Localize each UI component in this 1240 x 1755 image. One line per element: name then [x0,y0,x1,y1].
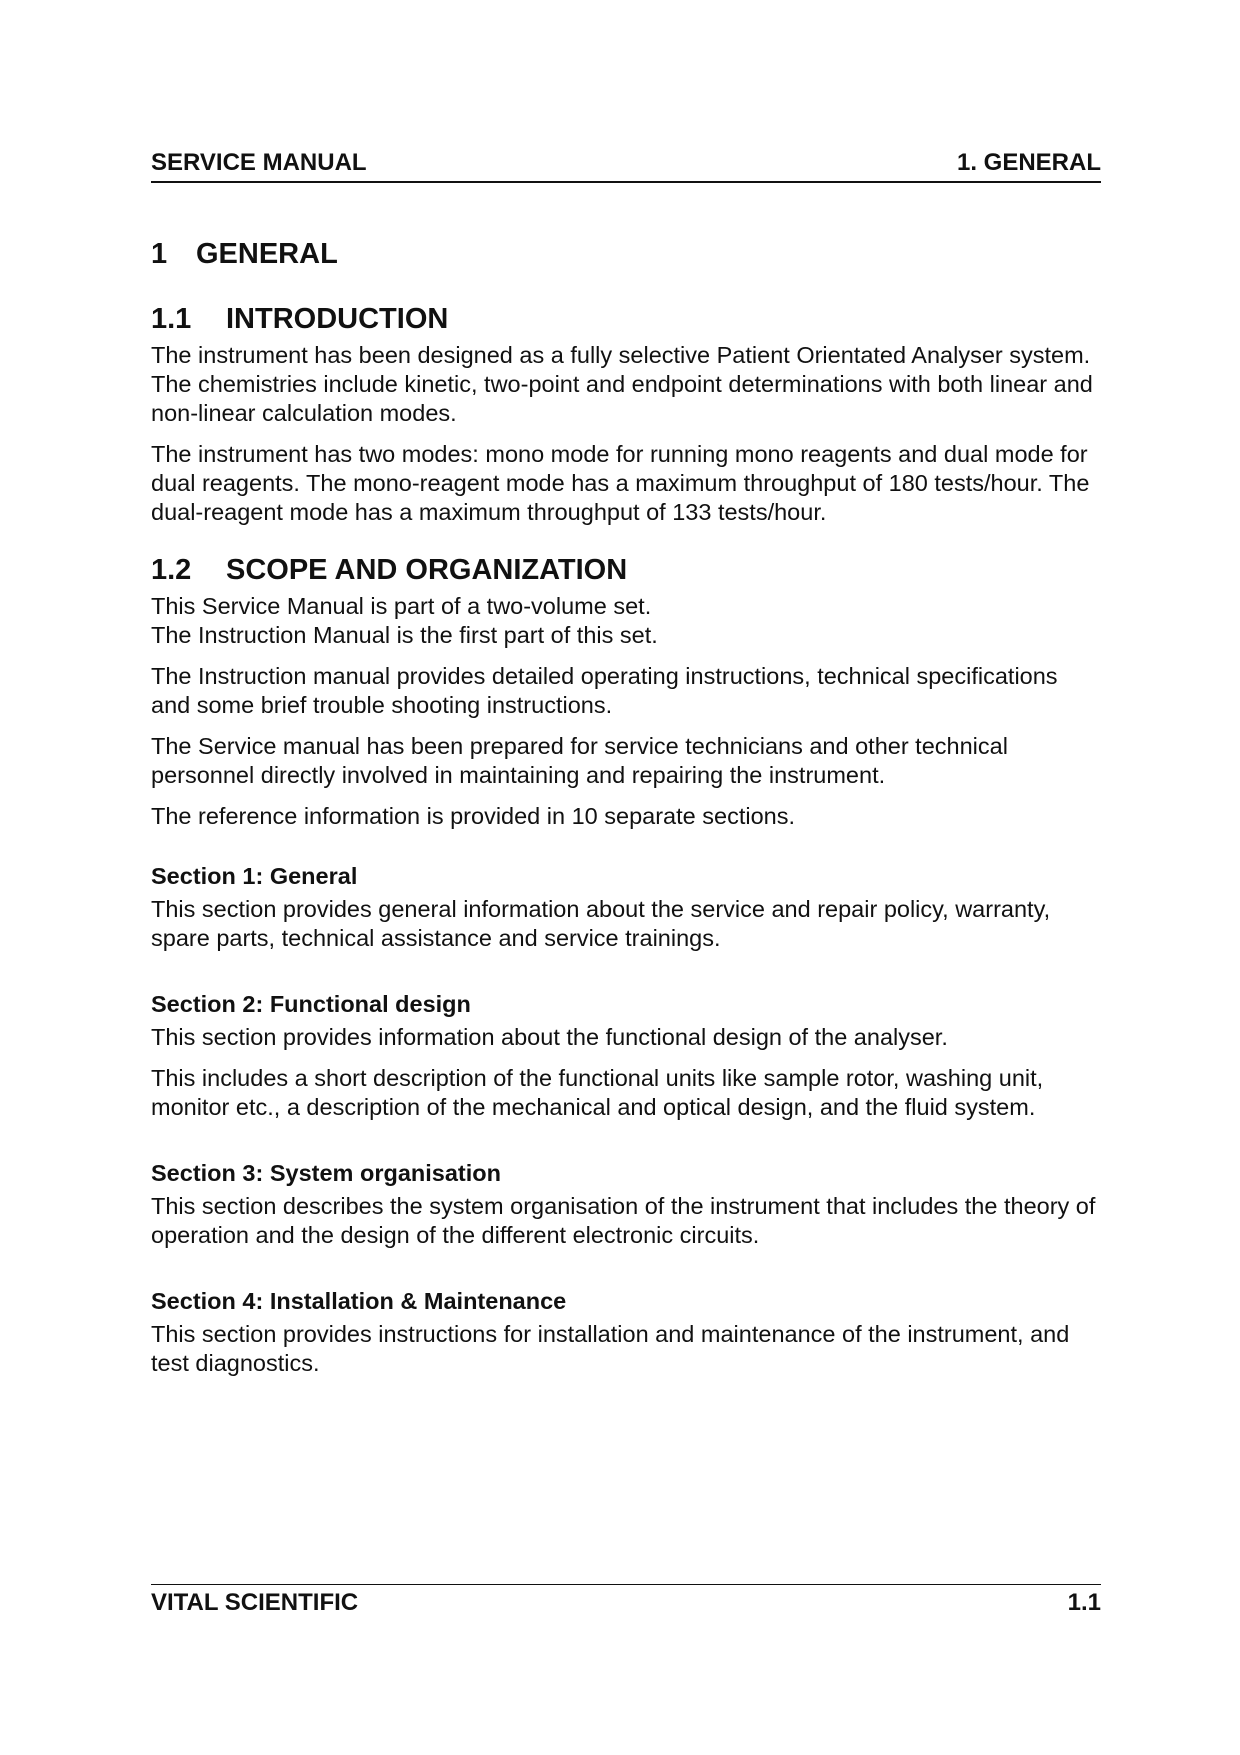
subsection-heading-general: Section 1: General [151,863,358,889]
section-heading-scope [151,551,1101,589]
scope-paragraph-2: The Instruction Manual is the first part of this set. [151,622,658,648]
chapter-heading [151,234,1101,274]
header-manual-title: SERVICE MANUAL [151,149,367,176]
intro-paragraph-2: The instrument has two modes: mono mode for running mono reagents and dual mode for dual reagents. The mono-reagent mode has a maximum throughput of 180 tests/hour. The dual-reagent mode has a maximum throughput of 133 tests/hour. [151,441,1090,525]
subsection-system-paragraph: This section describes the system organisation of the instrument that includes the theory of operation and the design of the different electronic circuits. [151,1193,1096,1248]
scope-paragraph-4: The Service manual has been prepared for service technicians and other technical personnel directly involved in maintaining and repairing the instrument. [151,733,1008,788]
section-title: INTRODUCTION [226,303,449,335]
scope-paragraph-5: The reference information is provided in 10 separate sections. [151,803,795,829]
scope-paragraph-1: This Service Manual is part of a two-volume set. [151,593,652,619]
subsection-heading-system-organisation: Section 3: System organisation [151,1160,501,1186]
page-content [151,234,1101,1390]
footer-company-name: VITAL SCIENTIFIC [151,1589,359,1616]
header-chapter-label: 1. GENERAL [956,149,1101,176]
subsection-heading-installation: Section 4: Installation & Maintenance [151,1288,567,1314]
chapter-number: 1 [151,238,168,270]
subsection-functional-paragraph-2: This includes a short description of the functional units like sample rotor, washing unit, monitor etc., a description of the mechanical and optical design, and the fluid system. [151,1065,1044,1120]
section-heading-introduction [151,300,1101,338]
scope-paragraph-3: The Instruction manual provides detailed operating instructions, technical specifications and some brief trouble shooting instructions. [151,663,1058,718]
subsection-functional-paragraph-1: This section provides information about the functional design of the analyser. [151,1024,948,1050]
intro-paragraph-1: The instrument has been designed as a fully selective Patient Orientated Analyser system. The chemistries include kinetic, two-point and endpoint determinations with both linear and non-linear calculation modes. [151,342,1093,426]
running-header [151,149,1101,183]
section-number: 1.2 [151,554,192,586]
footer-page-number: 1.1 [1067,1589,1101,1616]
chapter-title: GENERAL [196,238,338,270]
subsection-general-paragraph: This section provides general information about the service and repair policy, warranty, spare parts, technical assistance and service trainings. [151,896,1051,951]
section-title: SCOPE AND ORGANIZATION [226,554,628,586]
running-footer [151,1584,1101,1617]
subsection-heading-functional-design: Section 2: Functional design [151,991,471,1017]
subsection-installation-paragraph: This section provides instructions for installation and maintenance of the instrument, and test diagnostics. [151,1321,1070,1376]
section-number: 1.1 [151,303,192,335]
